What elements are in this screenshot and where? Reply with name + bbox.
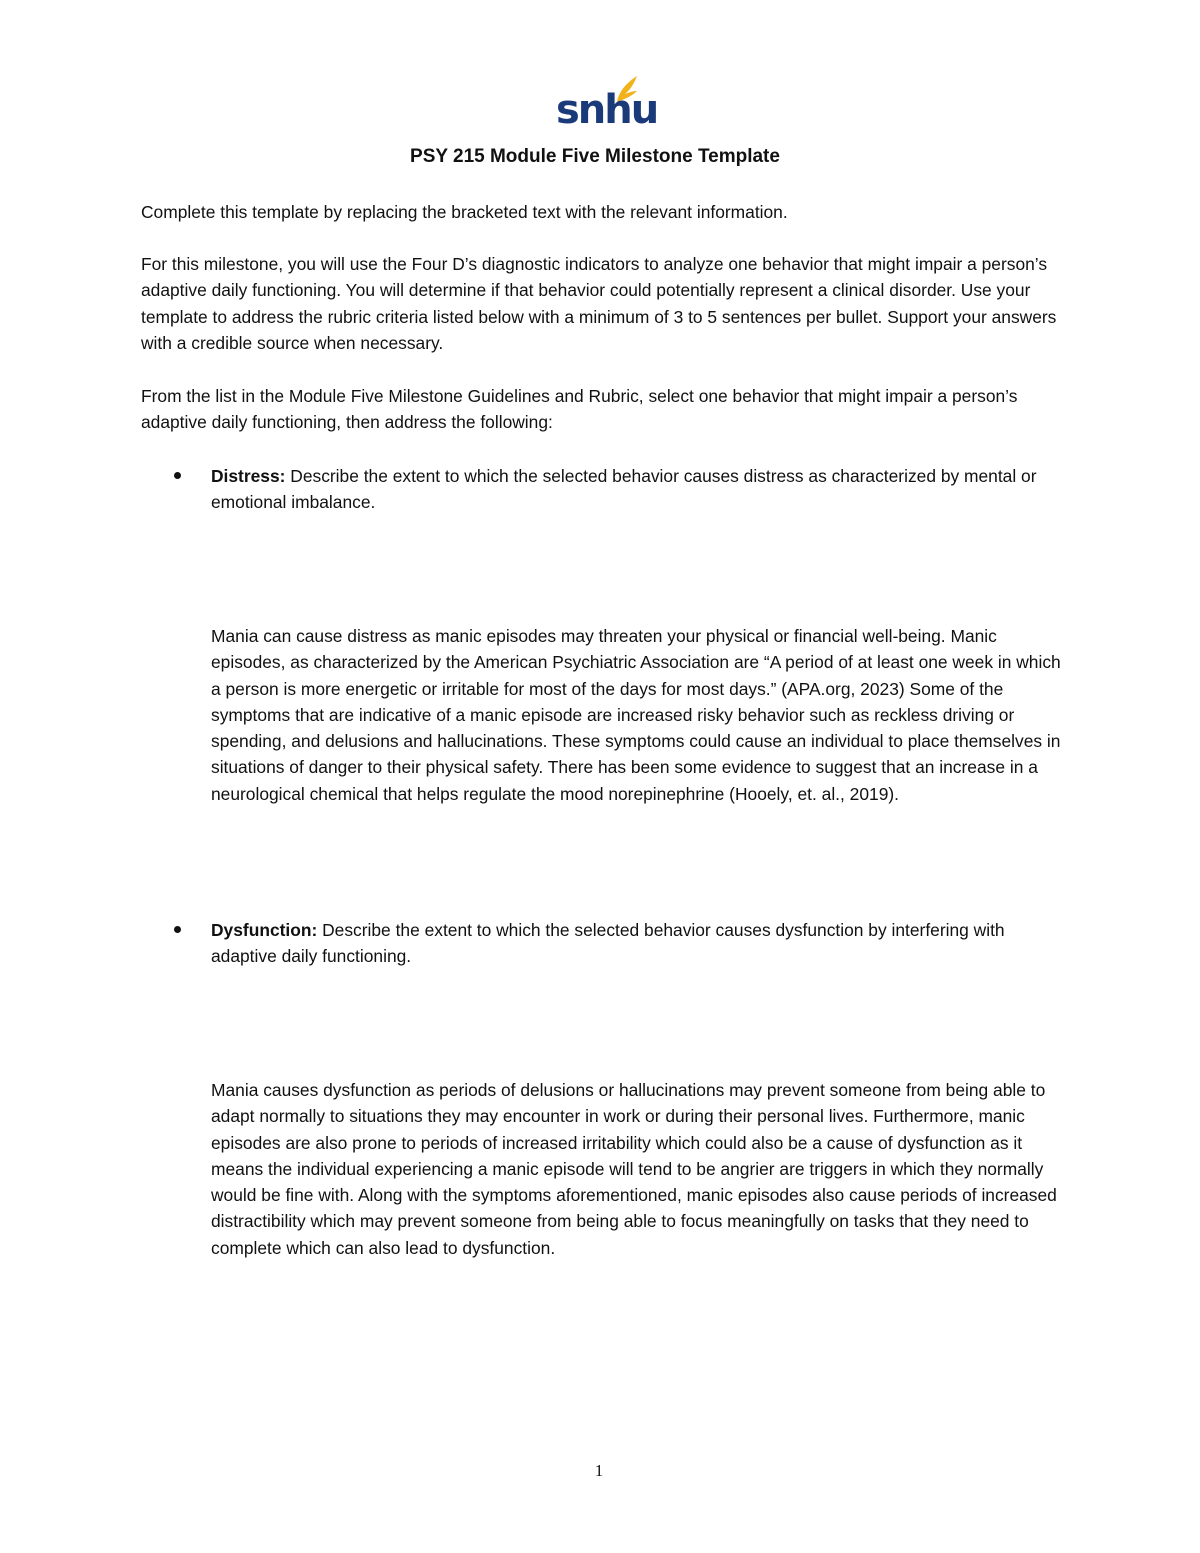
- dysfunction-answer: Mania causes dysfunction as periods of delusions or hallucinations may prevent someone from being able to adapt normally to situations they may encounter in work or during their personal lives. Furthermore, manic episodes are also prone to periods of increased irritability which could also be a cause of dysfunction as it means the individual experiencing a manic episode will tend to be angrier are triggers in which they normally would be fine with. Along with the symptoms aforementioned, manic episodes also cause periods of increased distractibility which may prevent someone from being able to focus meaningfully on tasks that they need to complete which can also lead to dysfunction.: [211, 1080, 1057, 1258]
- dysfunction-prompt: [211, 917, 1071, 970]
- dysfunction-label: Dysfunction:: [211, 920, 318, 940]
- distress-answer: Mania can cause distress as manic episodes may threaten your physical or financial well-being. Manic episodes, as characterized by the American Psychiatric Association are “A period of at least one week in which a person is more energetic or irritable for most of the days for most days.” (APA.org, 2023) Some of the symptoms that are indicative of a manic episode are increased risky behavior such as reckless driving or spending, and delusions and hallucinations. These symptoms could cause an individual to place themselves in situations of danger to their physical safety. There has been some evidence to suggest that an increase in a neurological chemical that helps regulate the mood norepinephrine (Hooely, et. al., 2019).: [211, 626, 1061, 804]
- page-title: PSY 215 Module Five Milestone Template: [410, 146, 780, 167]
- snhu-logo: [556, 74, 658, 133]
- page-number: 1: [594, 1461, 604, 1480]
- selection-paragraph: From the list in the Module Five Milestone Guidelines and Rubric, select one behavior that might impair a person’s adaptive daily functioning, then address the following:: [141, 386, 1018, 433]
- instruction-paragraph: Complete this template by replacing the bracketed text with the relevant information.: [141, 202, 788, 222]
- bullet-icon: [174, 472, 181, 479]
- distress-label: Distress:: [211, 466, 286, 486]
- intro-paragraph: For this milestone, you will use the Four D’s diagnostic indicators to analyze one behavior that might impair a person’s adaptive daily functioning. You will determine if that behavior could potentially represent a clinical disorder. Use your template to address the rubric criteria listed below with a minimum of 3 to 5 sentences per bullet. Support your answers with a credible source when necessary.: [141, 254, 1057, 353]
- distress-prompt-text: Describe the extent to which the selected behavior causes distress as characterized by mental or emotional imbalance.: [211, 466, 1037, 513]
- bullet-icon: [174, 926, 181, 933]
- distress-prompt: [211, 463, 1071, 516]
- logo-wordmark: snhu: [556, 87, 658, 133]
- dysfunction-prompt-text: Describe the extent to which the selected behavior causes dysfunction by interfering with adaptive daily functioning.: [211, 920, 1005, 967]
